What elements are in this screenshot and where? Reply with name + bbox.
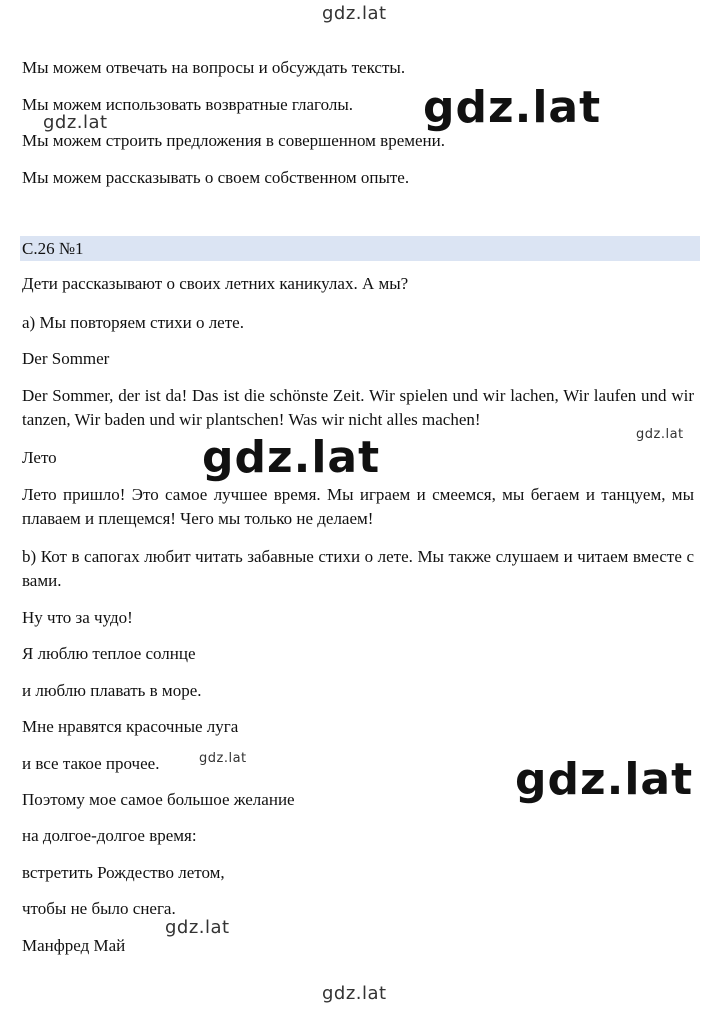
poem-line-8: встретить Рождество летом,	[22, 863, 225, 882]
poem-author: Манфред Май	[22, 936, 126, 955]
watermark-large-3: gdz.lat	[515, 754, 694, 805]
poem-line-2: Я люблю теплое солнце	[22, 644, 196, 663]
intro-line-2: Мы можем использовать возвратные глаголы.	[22, 95, 354, 114]
task-b-line: b) Кот в сапогах любит читать забавные стихи о лете. Мы также слушаем и читаем вместе с вами.	[22, 547, 694, 590]
task-a-line: a) Мы повторяем стихи о лете.	[22, 313, 244, 332]
watermark-bottom: gdz.lat	[322, 983, 387, 1004]
section-header-label: С.26 №1	[22, 239, 84, 258]
section-header	[20, 236, 700, 261]
watermark-tiny-2: gdz.lat	[199, 751, 247, 766]
intro-line-4: Мы можем рассказывать о своем собственном опыте.	[22, 168, 410, 187]
poem-title-german: Der Sommer	[22, 349, 110, 368]
intro-line-1: Мы можем отвечать на вопросы и обсуждать тексты.	[22, 58, 406, 77]
intro-line-3: Мы можем строить предложения в совершенном времени.	[22, 131, 445, 150]
watermark-tiny-1: gdz.lat	[636, 427, 684, 442]
watermark-large-1: gdz.lat	[423, 82, 602, 133]
poem-line-4: Мне нравятся красочные луга	[22, 717, 239, 736]
watermark-small-1: gdz.lat	[43, 112, 108, 133]
poem-line-9: чтобы не было снега.	[22, 899, 176, 918]
poem-line-1: Ну что за чудо!	[22, 608, 133, 627]
poem-line-3: и люблю плавать в море.	[22, 681, 202, 700]
watermark-small-2: gdz.lat	[165, 917, 230, 938]
watermark-top: gdz.lat	[322, 3, 387, 24]
poem-line-5: и все такое прочее.	[22, 754, 160, 773]
poem-text-russian: Лето пришло! Это самое лучшее время. Мы играем и смеемся, мы бегаем и танцуем, мы плаваем и плещемся! Чего мы только не делаем!	[22, 485, 694, 528]
poem-title-russian: Лето	[22, 448, 57, 467]
poem-line-6: Поэтому мое самое большое желание	[22, 790, 295, 809]
watermark-large-2: gdz.lat	[202, 432, 381, 483]
poem-text-german: Der Sommer, der ist da! Das ist die schönste Zeit. Wir spielen und wir lachen, Wir laufen und wir tanzen, Wir baden und wir plantschen! Was wir nicht alles machen!	[22, 386, 694, 429]
poem-line-7: на долгое-долгое время:	[22, 826, 197, 845]
section-intro-line: Дети рассказывают о своих летних каникулах. А мы?	[22, 274, 409, 293]
